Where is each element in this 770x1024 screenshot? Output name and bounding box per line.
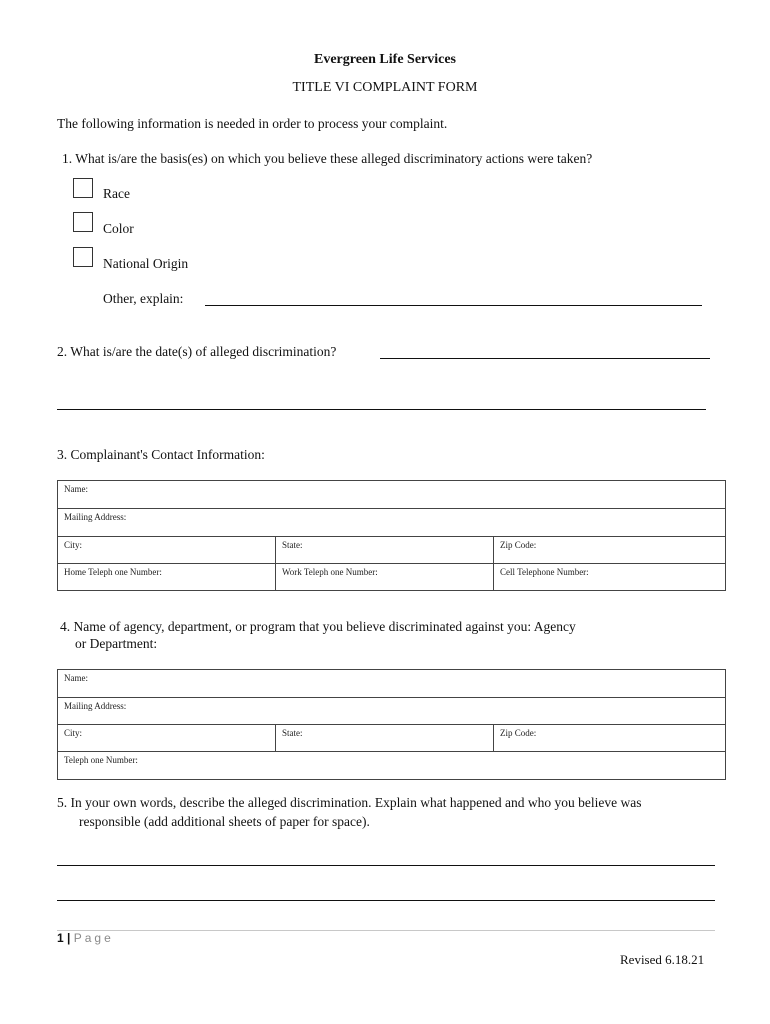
date-line-2[interactable] — [57, 409, 706, 410]
complainant-zip-field[interactable]: Zip Code: — [494, 537, 726, 564]
page-separator: | — [67, 931, 71, 945]
agency-state-field[interactable]: State: — [276, 725, 494, 752]
agency-contact-table — [57, 669, 726, 780]
page-number-value: 1 — [57, 931, 64, 945]
agency-name-field[interactable]: Name: — [58, 670, 726, 698]
agency-city-field[interactable]: City: — [58, 725, 276, 752]
organization-name: Evergreen Life Services — [313, 52, 457, 67]
complainant-state-field[interactable]: State: — [276, 537, 494, 564]
date-line-1[interactable] — [380, 358, 710, 359]
complainant-city-field[interactable]: City: — [58, 537, 276, 564]
national-origin-checkbox[interactable] — [73, 247, 93, 267]
footer-divider — [57, 930, 715, 931]
other-explain-label: Other, explain: — [103, 291, 184, 306]
national-origin-label: National Origin — [103, 256, 189, 271]
complainant-cell-phone-field[interactable]: Cell Telephone Number: — [494, 564, 726, 591]
other-explain-line[interactable] — [205, 305, 702, 306]
page-number — [57, 931, 114, 945]
complainant-mailing-field[interactable]: Mailing Address: — [58, 509, 726, 537]
question-4-line-1: 4. Name of agency, department, or program that you believe discriminated against you: Agency — [60, 619, 576, 634]
agency-phone-field[interactable]: Teleph one Number: — [58, 752, 726, 780]
page-word: Page — [73, 931, 114, 945]
race-checkbox[interactable] — [73, 178, 93, 198]
description-line-1[interactable] — [57, 865, 715, 866]
intro-text: The following information is needed in order to process your complaint. — [57, 116, 448, 131]
color-checkbox[interactable] — [73, 212, 93, 232]
agency-mailing-field[interactable]: Mailing Address: — [58, 698, 726, 725]
color-label: Color — [103, 221, 134, 236]
complainant-contact-table — [57, 480, 726, 591]
form-title: TITLE VI COMPLAINT FORM — [292, 80, 478, 95]
agency-zip-field[interactable]: Zip Code: — [494, 725, 726, 752]
revised-date: Revised 6.18.21 — [620, 952, 705, 967]
race-label: Race — [103, 186, 130, 201]
question-5-line-1: 5. In your own words, describe the alleged discrimination. Explain what happened and who you believe was — [57, 795, 642, 810]
question-5-line-2: responsible (add additional sheets of paper for space). — [79, 814, 370, 829]
complainant-work-phone-field[interactable]: Work Teleph one Number: — [276, 564, 494, 591]
question-3: 3. Complainant's Contact Information: — [57, 447, 265, 462]
question-4-line-2: or Department: — [75, 636, 158, 651]
complainant-name-field[interactable]: Name: — [58, 481, 726, 509]
question-2: 2. What is/are the date(s) of alleged discrimination? — [57, 344, 337, 359]
complainant-home-phone-field[interactable]: Home Teleph one Number: — [58, 564, 276, 591]
description-line-2[interactable] — [57, 900, 715, 901]
question-1: 1. What is/are the basis(es) on which you believe these alleged discriminatory actions were taken? — [62, 151, 593, 166]
